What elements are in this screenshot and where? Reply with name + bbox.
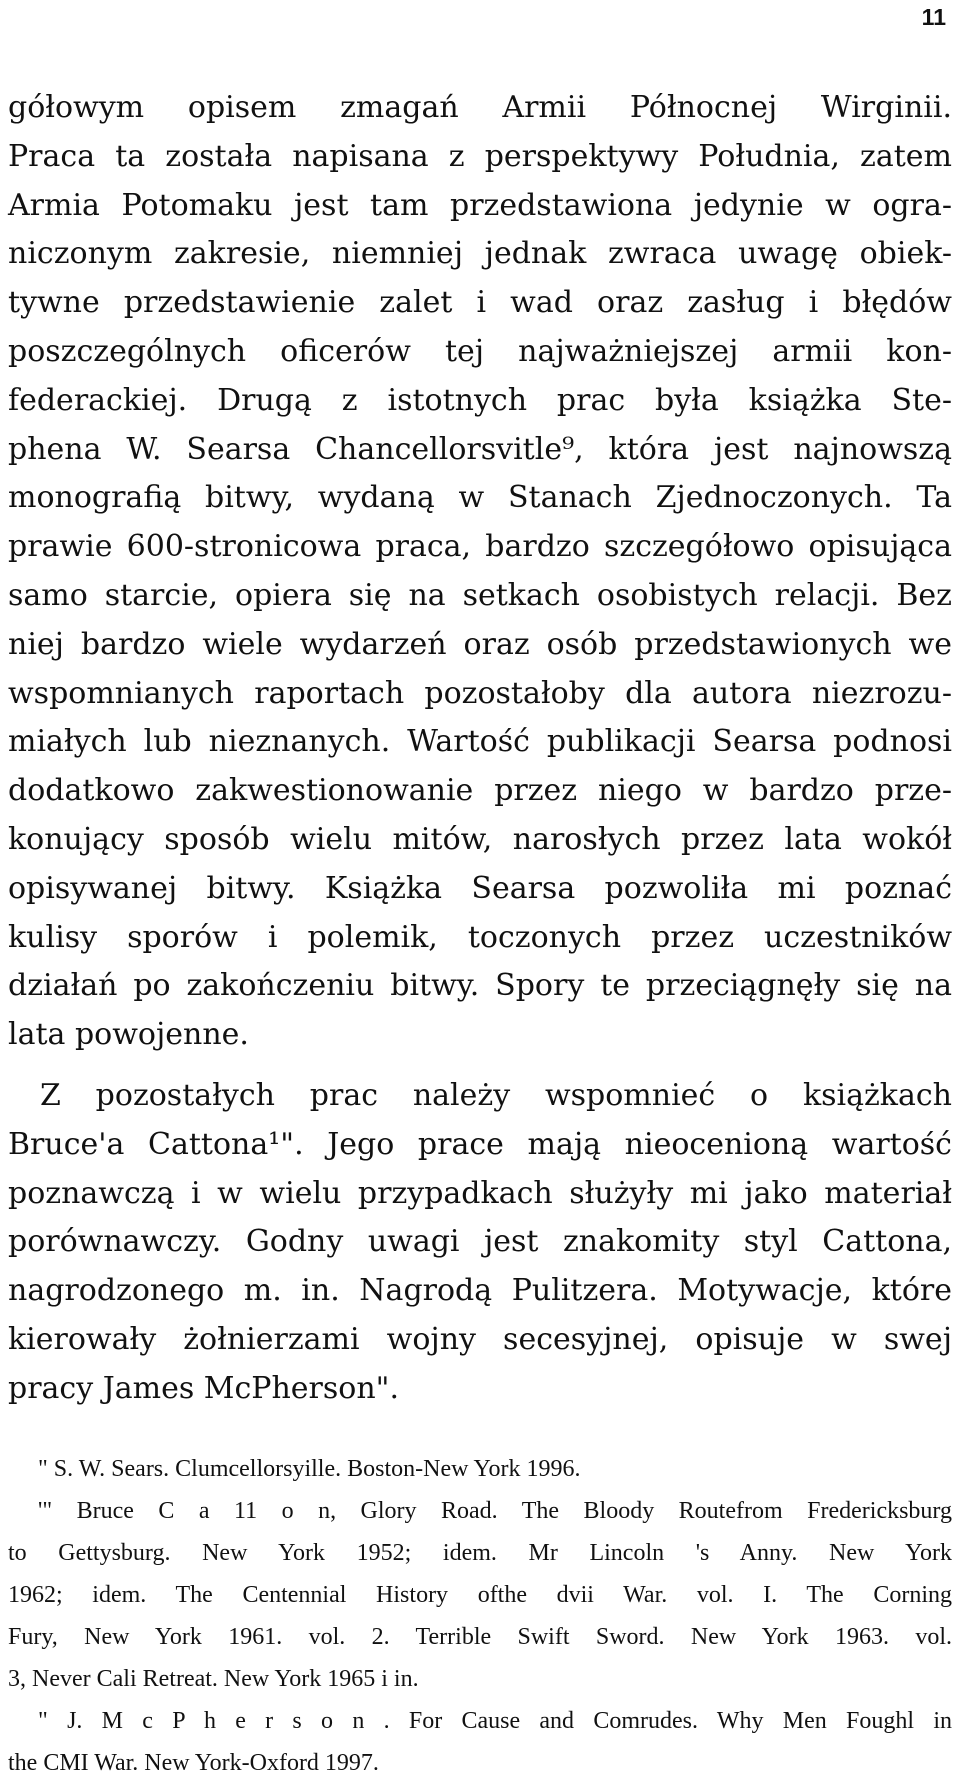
text-line: tywne przedstawienie zalet i wad oraz zasług i błędów: [8, 285, 952, 321]
text-line: wspomnianych raportach pozostałoby dla autora niezrozu-: [8, 675, 952, 711]
text-line: federackiej. Drugą z istotnych prac była książka Ste-: [8, 382, 952, 418]
text-line: działań po zakończeniu bitwy. Spory te przeciągnęły się na: [8, 968, 952, 1004]
text-line: konujący sposób wielu mitów, narosłych przez lata wokół: [8, 821, 952, 857]
text-line: pracy James McPherson".: [8, 1370, 399, 1406]
text-line: niej bardzo wiele wydarzeń oraz osób przedstawionych we: [8, 626, 952, 662]
paragraph-2: [8, 1072, 952, 1414]
footnote-3: [8, 1700, 952, 1784]
text-line: poznawczą i w wielu przypadkach służyły mi jako materiał: [8, 1175, 952, 1211]
footnote-line: '" Bruce C a 11 o n, Glory Road. The Bloody Routefrom Fredericksburg: [38, 1498, 952, 1524]
text-line: opisywanej bitwy. Książka Searsa pozwoliła mi poznać: [8, 870, 952, 906]
text-line: gółowym opisem zmagań Armii Północnej Wirginii.: [8, 90, 952, 125]
text-line: poszczególnych oficerów tej najważniejszej armii kon-: [8, 333, 952, 369]
footnote-line: to Gettysburg. New York 1952; idem. Mr Lincoln 's Anny. New York: [8, 1540, 952, 1566]
text-line: nagrodzonego m. in. Nagrodą Pulitzera. Motywacje, które: [8, 1273, 952, 1309]
text-line: phena W. Searsa Chancellorsvitle⁹, która jest najnowszą: [8, 431, 952, 467]
text-line: miałych lub nieznanych. Wartość publikacji Searsa podnosi: [8, 724, 952, 760]
text-line: Bruce'a Cattona¹". Jego prace mają nieocenioną wartość: [8, 1126, 952, 1162]
text-line: prawie 600-stronicowa praca, bardzo szczegółowo opisująca: [8, 529, 952, 565]
text-line: Z pozostałych prac należy wspomnieć o książkach: [40, 1077, 952, 1113]
paragraph-1: [8, 84, 952, 1060]
footnote-1: [8, 1448, 952, 1490]
page-number: 11: [921, 4, 946, 30]
text-line: niczonym zakresie, niemniej jednak zwraca uwagę obiek-: [8, 236, 952, 272]
footnote-2: [8, 1490, 952, 1700]
text-line: kierowały żołnierzami wojny secesyjnej, opisuje w swej: [8, 1321, 952, 1357]
footnotes: [8, 1448, 952, 1784]
text-line: samo starcie, opiera się na setkach osobistych relacji. Bez: [8, 577, 952, 613]
text-line: dodatkowo zakwestionowanie przez niego w bardzo prze-: [8, 773, 952, 809]
text-line: monografią bitwy, wydaną w Stanach Zjednoczonych. Ta: [8, 480, 952, 516]
text-line: porównawczy. Godny uwagi jest znakomity styl Cattona,: [8, 1224, 952, 1260]
text-line: lata powojenne.: [8, 1017, 249, 1053]
text-line: Praca ta została napisana z perspektywy Południa, zatem: [8, 138, 952, 174]
text-line: Armia Potomaku jest tam przedstawiona jedynie w ogra-: [8, 187, 952, 223]
footnote-line: the CMI War. New York-Oxford 1997.: [8, 1750, 379, 1776]
body-text: [8, 84, 952, 1414]
footnote-line: " S. W. Sears. Clumcellorsyille. Boston-New York 1996.: [38, 1456, 581, 1482]
footnote-line: 1962; idem. The Centennial History ofthe dvii War. vol. I. The Corning: [8, 1582, 952, 1608]
text-line: kulisy sporów i polemik, toczonych przez uczestników: [8, 919, 952, 955]
footnote-line: " J. M c P h e r s o n . For Cause and Comrudes. Why Men Foughl in: [38, 1708, 952, 1734]
footnote-line: Fury, New York 1961. vol. 2. Terrible Swift Sword. New York 1963. vol.: [8, 1624, 952, 1650]
footnote-line: 3, Never Cali Retreat. New York 1965 i in.: [8, 1666, 419, 1692]
